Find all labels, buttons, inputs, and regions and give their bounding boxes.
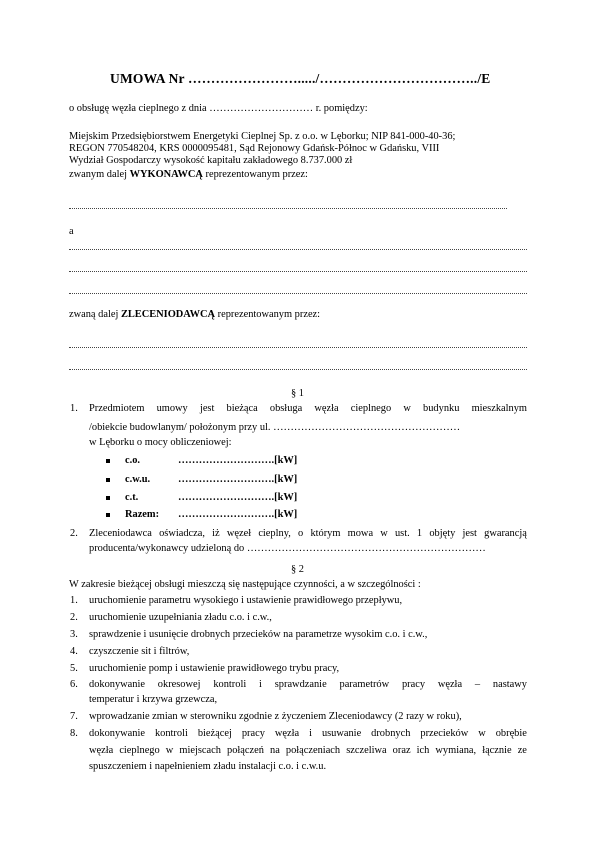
s2-item-text: czyszczenie sit i filtrów, xyxy=(89,646,190,657)
word: łącznie xyxy=(482,745,512,756)
word: w xyxy=(403,403,411,414)
word: obsługa xyxy=(269,403,303,414)
word: jest xyxy=(462,528,477,539)
word: okresowej xyxy=(157,679,201,690)
executor-line-4 xyxy=(69,169,308,181)
word: i xyxy=(259,679,262,690)
word: mieszkalnym xyxy=(471,403,527,414)
word: pracy xyxy=(241,728,265,739)
intro-line: o obsługę węzła cieplnego z dnia ………………………… r. pomiędzy: xyxy=(69,103,368,114)
word: węzeł xyxy=(226,528,252,539)
power-co-value: ……………………….[kW] xyxy=(178,455,298,466)
word: obrębie xyxy=(495,728,527,739)
word: drobnych xyxy=(371,728,411,739)
word: pracy xyxy=(401,679,426,690)
power-total-value: ……………………….[kW] xyxy=(178,509,298,520)
s1-item2-number: 2. xyxy=(70,528,78,539)
word: Zleceniodawca xyxy=(89,528,152,539)
client-role: ZLECENIODAWCĄ xyxy=(120,309,216,320)
word: na xyxy=(270,745,280,756)
s2-item-text: sprawdzenie i usunięcie drobnych przecieków na parametrze wysokim c.o. i c.w., xyxy=(89,629,428,640)
section-2-header: § 2 xyxy=(291,564,304,575)
word: 1 xyxy=(416,528,423,539)
word: parametrów xyxy=(339,679,390,690)
s2-item-text: uruchomienie pomp i ustawienie prawidłowego trybu pracy, xyxy=(89,663,340,674)
power-co-label: c.o. xyxy=(125,455,141,466)
executor-role: WYKONAWCĄ xyxy=(129,169,203,180)
word: w xyxy=(165,745,174,756)
client-line xyxy=(69,309,320,321)
bullet-icon xyxy=(106,478,110,482)
s2-item8-line-1 xyxy=(89,728,527,740)
word: dokonywanie xyxy=(89,728,145,739)
s1-item1-number: 1. xyxy=(70,403,78,414)
bullet-icon xyxy=(106,496,110,500)
executor-line-1: Miejskim Przedsiębiorstwem Energetyki Cieplnej Sp. z o.o. w Lęborku; NIP 841-000-40-36; xyxy=(69,131,456,142)
power-total-label: Razem: xyxy=(125,509,160,520)
word: iż xyxy=(212,528,220,539)
and-separator: a xyxy=(69,226,74,237)
s2-item6-line-2: temperatur i krzywa grzewcza, xyxy=(89,694,218,705)
word: oświadcza, xyxy=(159,528,205,539)
word: budynku xyxy=(423,403,460,414)
client-field-line-2[interactable] xyxy=(69,271,527,272)
s2-item-text: uruchomienie parametru wysokiego i ustawienie prawidłowego przepływu, xyxy=(89,595,403,606)
word: objęty xyxy=(429,528,456,539)
client-field-line-1[interactable] xyxy=(69,249,527,250)
s1-item1-line-3: w Lęborku o mocy obliczeniowej: xyxy=(89,437,232,448)
s2-item8-number: 8. xyxy=(70,728,78,739)
client-representative-field-2[interactable] xyxy=(69,369,527,370)
word: kontroli xyxy=(213,679,247,690)
s2-item-number: 5. xyxy=(70,663,78,674)
word: sprawdzanie xyxy=(274,679,327,690)
s1-item2-line-1 xyxy=(89,528,527,540)
word: miejscach xyxy=(179,745,221,756)
word: cieplnego xyxy=(119,745,160,756)
s2-item7-text: wprowadzanie zmian w sterowniku zgodnie z życzeniem Zleceniodawcy (2 razy w roku), xyxy=(89,711,462,722)
word: umowy xyxy=(156,403,188,414)
bullet-icon xyxy=(106,513,110,517)
power-cwu-label: c.w.u. xyxy=(125,474,151,485)
power-ct-label: c.t. xyxy=(125,492,139,503)
word: oraz xyxy=(392,745,411,756)
s2-item6-number: 6. xyxy=(70,679,78,690)
s2-item8-line-2 xyxy=(89,745,527,757)
word: połączeniach xyxy=(285,745,341,756)
word: gwarancją xyxy=(484,528,527,539)
executor-line-3: Wydział Gospodarczy wysokość kapitału zakładowego 8.737.000 zł xyxy=(69,155,353,166)
word: nastawy xyxy=(492,679,527,690)
word: ust. xyxy=(394,528,410,539)
executor-prefix: zwanym dalej xyxy=(69,169,130,180)
word: połączeń xyxy=(227,745,264,756)
executor-representative-field[interactable] xyxy=(69,208,507,209)
word: usuwanie xyxy=(321,728,362,739)
s2-item8-line-3: spuszczeniem i napełnieniem zładu instalacji c.o. i c.w.u. xyxy=(89,761,327,772)
word: węzła xyxy=(314,403,339,414)
word: cieplnego xyxy=(350,403,392,414)
word: jest xyxy=(199,403,215,414)
word: cieplny, xyxy=(258,528,291,539)
word: którym xyxy=(310,528,341,539)
word: ich xyxy=(416,745,430,756)
word: przecieków xyxy=(420,728,469,739)
word: węzła xyxy=(274,728,300,739)
s1-item1-line-1 xyxy=(89,403,527,415)
s2-item-text: uruchomienie uzupełniania zładu c.o. i c.w., xyxy=(89,612,272,623)
s2-item6-line-1 xyxy=(89,679,527,691)
executor-suffix: reprezentowanym przez: xyxy=(202,169,308,180)
client-prefix: zwaną dalej xyxy=(69,309,121,320)
contract-title: UMOWA Nr ……………………...../……………………………../E xyxy=(110,71,491,86)
s2-item-number: 2. xyxy=(70,612,78,623)
s1-item1-line-2: /obiekcie budowlanym/ położonym przy ul. ……………………………………………… xyxy=(89,422,461,433)
word: wymiana, xyxy=(435,745,477,756)
client-suffix: reprezentowanym przez: xyxy=(215,309,321,320)
word: bieżąca xyxy=(226,403,258,414)
word: i xyxy=(309,728,312,739)
client-field-line-3[interactable] xyxy=(69,293,527,294)
bullet-icon xyxy=(106,459,110,463)
section-2-intro: W zakresie bieżącej obsługi mieszczą się następujące czynności, a w szczególności : xyxy=(69,579,421,590)
word: w xyxy=(380,528,388,539)
s2-item-number: 4. xyxy=(70,646,78,657)
word: węzła xyxy=(89,745,114,756)
s2-item7-number: 7. xyxy=(70,711,78,722)
s1-item2-line-2: producenta/wykonawcy udzieloną do …………………………………………………………… xyxy=(89,543,486,554)
word: mowa xyxy=(347,528,374,539)
client-representative-field-1[interactable] xyxy=(69,347,527,348)
section-1-header: § 1 xyxy=(291,388,304,399)
word: bieżącej xyxy=(197,728,232,739)
word: szczeliwa xyxy=(346,745,387,756)
word: ze xyxy=(517,745,527,756)
word: o xyxy=(298,528,304,539)
word: – xyxy=(474,679,481,690)
word: w xyxy=(478,728,486,739)
word: węzła xyxy=(437,679,463,690)
word: kontroli xyxy=(154,728,188,739)
power-ct-value: ……………………….[kW] xyxy=(178,492,298,503)
word: dokonywanie xyxy=(89,679,145,690)
word: Przedmiotem xyxy=(89,403,145,414)
s2-item-number: 1. xyxy=(70,595,78,606)
power-cwu-value: ……………………….[kW] xyxy=(178,474,298,485)
s2-item-number: 3. xyxy=(70,629,78,640)
executor-line-2: REGON 770548204, KRS 0000095481, Sąd Rejonowy Gdańsk-Północ w Gdańsku, VIII xyxy=(69,143,440,154)
